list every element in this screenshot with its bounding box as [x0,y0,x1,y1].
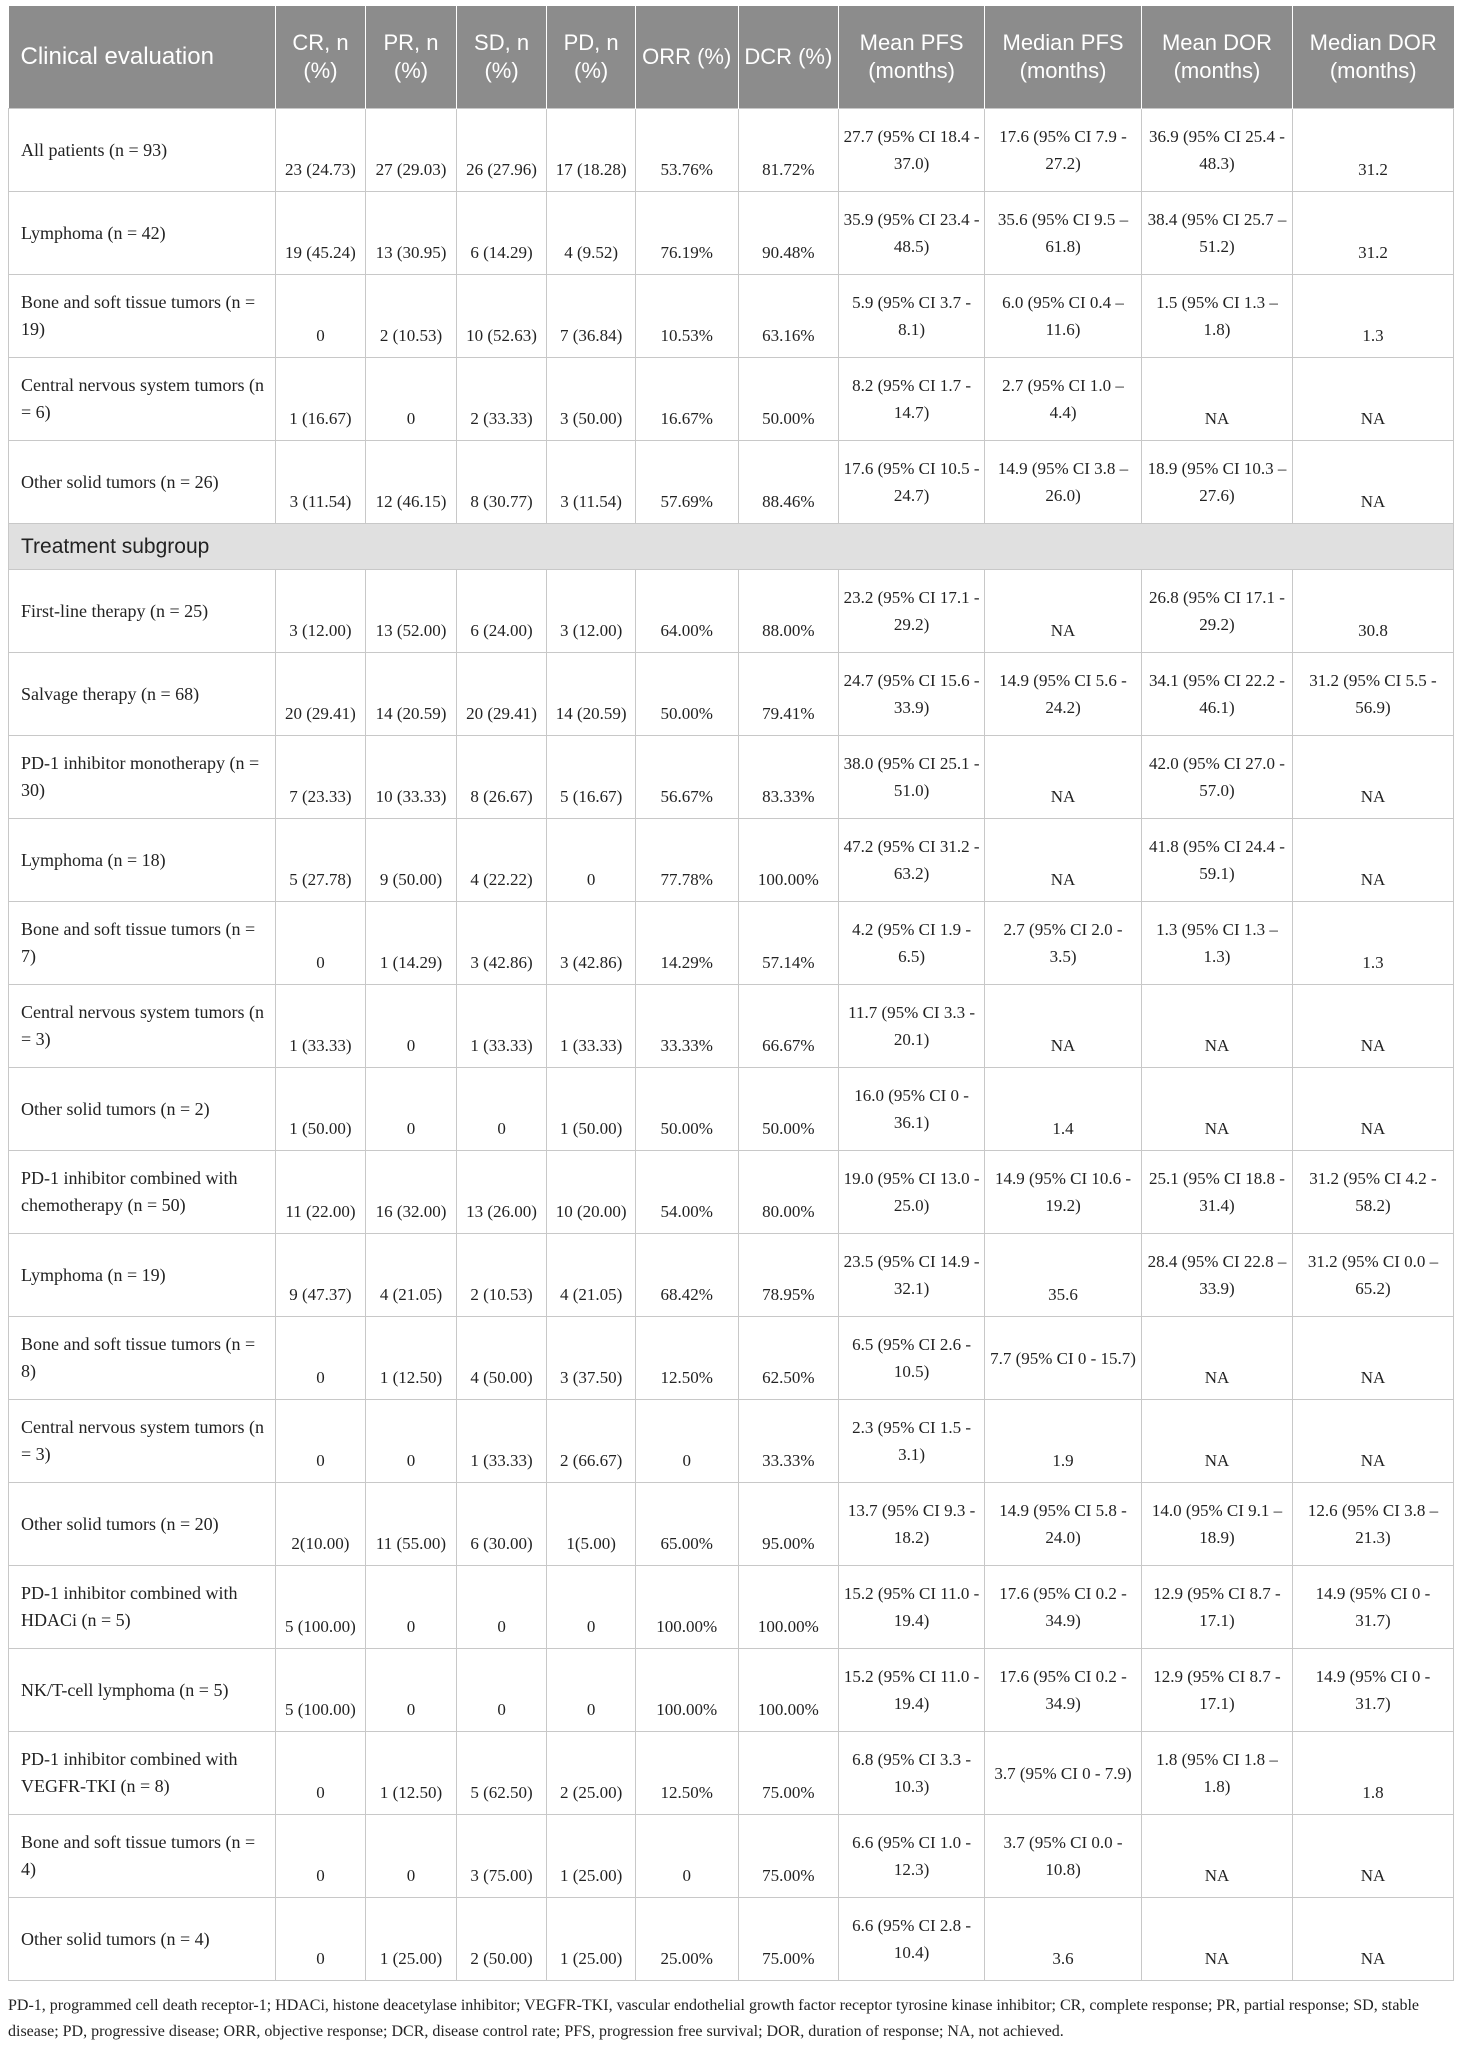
pd-cell: 4 (21.05) [547,1234,636,1317]
table-row [9,736,1454,819]
orr-cell: 33.33% [635,985,738,1068]
mean-dor-cell: 12.9 (95% CI 8.7 - 17.1) [1142,1566,1293,1649]
table-body [9,109,1454,1981]
cr-cell: 0 [275,1317,366,1400]
sd-cell: 26 (27.96) [456,109,547,192]
sd-cell: 2 (50.00) [456,1898,547,1981]
column-header: Mean PFS (months) [839,6,985,109]
mean-pfs-cell: 11.7 (95% CI 3.3 - 20.1) [839,985,985,1068]
orr-cell: 76.19% [635,192,738,275]
mean-dor-cell: 36.9 (95% CI 25.4 - 48.3) [1142,109,1293,192]
mean-dor-cell: 34.1 (95% CI 22.2 - 46.1) [1142,653,1293,736]
column-header: Clinical evaluation [9,6,276,109]
mean-dor-cell: NA [1142,1898,1293,1981]
table-row [9,819,1454,902]
pd-cell: 3 (11.54) [547,441,636,524]
orr-cell: 12.50% [635,1732,738,1815]
median-dor-cell: NA [1292,1068,1453,1151]
mean-dor-cell: NA [1142,1317,1293,1400]
dcr-cell: 75.00% [738,1898,839,1981]
column-header: PD, n (%) [547,6,636,109]
table-row [9,653,1454,736]
pd-cell: 3 (12.00) [547,570,636,653]
median-pfs-cell: 14.9 (95% CI 5.6 - 24.2) [985,653,1142,736]
pr-cell: 11 (55.00) [366,1483,457,1566]
table-row [9,1898,1454,1981]
mean-dor-cell: 1.5 (95% CI 1.3 – 1.8) [1142,275,1293,358]
median-dor-cell: 31.2 (95% CI 4.2 - 58.2) [1292,1151,1453,1234]
median-pfs-cell: 14.9 (95% CI 3.8 – 26.0) [985,441,1142,524]
dcr-cell: 90.48% [738,192,839,275]
pd-cell: 2 (25.00) [547,1732,636,1815]
cr-cell: 1 (16.67) [275,358,366,441]
pr-cell: 13 (52.00) [366,570,457,653]
median-pfs-cell: 1.4 [985,1068,1142,1151]
sd-cell: 6 (14.29) [456,192,547,275]
mean-pfs-cell: 13.7 (95% CI 9.3 - 18.2) [839,1483,985,1566]
orr-cell: 100.00% [635,1649,738,1732]
cr-cell: 1 (33.33) [275,985,366,1068]
table-row [9,1483,1454,1566]
orr-cell: 10.53% [635,275,738,358]
median-dor-cell: 12.6 (95% CI 3.8 – 21.3) [1292,1483,1453,1566]
mean-dor-cell: 38.4 (95% CI 25.7 – 51.2) [1142,192,1293,275]
orr-cell: 56.67% [635,736,738,819]
median-pfs-cell: 17.6 (95% CI 0.2 - 34.9) [985,1649,1142,1732]
pr-cell: 9 (50.00) [366,819,457,902]
pd-cell: 17 (18.28) [547,109,636,192]
mean-pfs-cell: 24.7 (95% CI 15.6 - 33.9) [839,653,985,736]
row-label: Other solid tumors (n = 20) [9,1483,276,1566]
table-row [9,441,1454,524]
cr-cell: 5 (100.00) [275,1649,366,1732]
median-pfs-cell: 3.6 [985,1898,1142,1981]
row-label: Lymphoma (n = 19) [9,1234,276,1317]
sd-cell: 0 [456,1068,547,1151]
median-pfs-cell: 35.6 [985,1234,1142,1317]
pd-cell: 3 (50.00) [547,358,636,441]
cr-cell: 11 (22.00) [275,1151,366,1234]
pr-cell: 27 (29.03) [366,109,457,192]
pd-cell: 5 (16.67) [547,736,636,819]
table-row [9,902,1454,985]
median-pfs-cell: NA [985,985,1142,1068]
mean-pfs-cell: 23.2 (95% CI 17.1 - 29.2) [839,570,985,653]
pr-cell: 10 (33.33) [366,736,457,819]
pd-cell: 1 (50.00) [547,1068,636,1151]
median-dor-cell: NA [1292,358,1453,441]
table-row [9,1234,1454,1317]
median-dor-cell: NA [1292,1317,1453,1400]
median-pfs-cell: NA [985,819,1142,902]
table-row [9,1732,1454,1815]
sd-cell: 1 (33.33) [456,1400,547,1483]
dcr-cell: 33.33% [738,1400,839,1483]
mean-dor-cell: NA [1142,985,1293,1068]
median-pfs-cell: 3.7 (95% CI 0 - 7.9) [985,1732,1142,1815]
pr-cell: 0 [366,1649,457,1732]
cr-cell: 0 [275,275,366,358]
row-label: First-line therapy (n = 25) [9,570,276,653]
table-row [9,1068,1454,1151]
row-label: Salvage therapy (n = 68) [9,653,276,736]
median-dor-cell: NA [1292,819,1453,902]
row-label: Bone and soft tissue tumors (n = 4) [9,1815,276,1898]
median-dor-cell: NA [1292,441,1453,524]
orr-cell: 25.00% [635,1898,738,1981]
orr-cell: 53.76% [635,109,738,192]
sd-cell: 13 (26.00) [456,1151,547,1234]
dcr-cell: 62.50% [738,1317,839,1400]
dcr-cell: 75.00% [738,1815,839,1898]
row-label: Bone and soft tissue tumors (n = 19) [9,275,276,358]
pd-cell: 0 [547,1566,636,1649]
orr-cell: 65.00% [635,1483,738,1566]
dcr-cell: 66.67% [738,985,839,1068]
table-container [8,6,1454,2045]
table-footnote: PD-1, programmed cell death receptor-1; HDACi, histone deacetylase inhibitor; VEGFR-TKI, vascular endothelial growth factor receptor tyrosine kinase inhibitor; CR, complete response; PR, partial response; SD, stable disease; PD, progressive disease; ORR, objective response; DCR, disease control rate; PFS, progression free survival; DOR, duration of response; NA, not achieved. [8,1997,1420,2040]
median-pfs-cell: 14.9 (95% CI 10.6 - 19.2) [985,1151,1142,1234]
median-dor-cell: 31.2 [1292,109,1453,192]
table-row [9,570,1454,653]
pd-cell: 3 (42.86) [547,902,636,985]
median-dor-cell: NA [1292,1400,1453,1483]
column-header: Median PFS (months) [985,6,1142,109]
pr-cell: 13 (30.95) [366,192,457,275]
row-label: Bone and soft tissue tumors (n = 8) [9,1317,276,1400]
mean-dor-cell: 42.0 (95% CI 27.0 - 57.0) [1142,736,1293,819]
orr-cell: 68.42% [635,1234,738,1317]
row-label: PD-1 inhibitor combined with HDACi (n = 5) [9,1566,276,1649]
mean-dor-cell: NA [1142,1400,1293,1483]
median-pfs-cell: 6.0 (95% CI 0.4 – 11.6) [985,275,1142,358]
median-dor-cell: 30.8 [1292,570,1453,653]
mean-dor-cell: NA [1142,1815,1293,1898]
cr-cell: 0 [275,1400,366,1483]
median-dor-cell: 31.2 (95% CI 0.0 – 65.2) [1292,1234,1453,1317]
mean-dor-cell: 12.9 (95% CI 8.7 - 17.1) [1142,1649,1293,1732]
dcr-cell: 50.00% [738,358,839,441]
median-pfs-cell: NA [985,736,1142,819]
pr-cell: 1 (12.50) [366,1732,457,1815]
pd-cell: 14 (20.59) [547,653,636,736]
pd-cell: 2 (66.67) [547,1400,636,1483]
sd-cell: 0 [456,1649,547,1732]
sd-cell: 6 (24.00) [456,570,547,653]
pr-cell: 0 [366,1566,457,1649]
median-pfs-cell: 7.7 (95% CI 0 - 15.7) [985,1317,1142,1400]
column-header: CR, n (%) [275,6,366,109]
median-dor-cell: 14.9 (95% CI 0 - 31.7) [1292,1649,1453,1732]
median-pfs-cell: 17.6 (95% CI 7.9 - 27.2) [985,109,1142,192]
row-label: PD-1 inhibitor monotherapy (n = 30) [9,736,276,819]
mean-pfs-cell: 6.8 (95% CI 3.3 - 10.3) [839,1732,985,1815]
orr-cell: 77.78% [635,819,738,902]
median-dor-cell: NA [1292,1898,1453,1981]
sd-cell: 8 (26.67) [456,736,547,819]
mean-dor-cell: 41.8 (95% CI 24.4 - 59.1) [1142,819,1293,902]
cr-cell: 0 [275,1815,366,1898]
orr-cell: 16.67% [635,358,738,441]
dcr-cell: 88.00% [738,570,839,653]
pr-cell: 2 (10.53) [366,275,457,358]
orr-cell: 14.29% [635,902,738,985]
dcr-cell: 78.95% [738,1234,839,1317]
dcr-cell: 95.00% [738,1483,839,1566]
pr-cell: 1 (12.50) [366,1317,457,1400]
pr-cell: 12 (46.15) [366,441,457,524]
median-dor-cell: 31.2 [1292,192,1453,275]
median-dor-cell: 1.3 [1292,902,1453,985]
pd-cell: 0 [547,819,636,902]
cr-cell: 5 (100.00) [275,1566,366,1649]
table-row [9,1317,1454,1400]
row-label: Other solid tumors (n = 2) [9,1068,276,1151]
median-dor-cell: 1.8 [1292,1732,1453,1815]
pd-cell: 3 (37.50) [547,1317,636,1400]
orr-cell: 57.69% [635,441,738,524]
median-pfs-cell: 3.7 (95% CI 0.0 - 10.8) [985,1815,1142,1898]
mean-pfs-cell: 2.3 (95% CI 1.5 - 3.1) [839,1400,985,1483]
dcr-cell: 80.00% [738,1151,839,1234]
pd-cell: 7 (36.84) [547,275,636,358]
cr-cell: 3 (12.00) [275,570,366,653]
mean-pfs-cell: 6.6 (95% CI 2.8 - 10.4) [839,1898,985,1981]
sd-cell: 4 (50.00) [456,1317,547,1400]
pr-cell: 16 (32.00) [366,1151,457,1234]
dcr-cell: 81.72% [738,109,839,192]
section-header-row [9,524,1454,570]
pr-cell: 0 [366,358,457,441]
section-title: Treatment subgroup [9,524,1454,570]
mean-pfs-cell: 4.2 (95% CI 1.9 - 6.5) [839,902,985,985]
column-header: DCR (%) [738,6,839,109]
orr-cell: 64.00% [635,570,738,653]
mean-pfs-cell: 23.5 (95% CI 14.9 - 32.1) [839,1234,985,1317]
column-header: Mean DOR (months) [1142,6,1293,109]
table-row [9,1815,1454,1898]
column-header: PR, n (%) [366,6,457,109]
mean-dor-cell: 26.8 (95% CI 17.1 - 29.2) [1142,570,1293,653]
median-pfs-cell: 1.9 [985,1400,1142,1483]
mean-pfs-cell: 35.9 (95% CI 23.4 - 48.5) [839,192,985,275]
median-dor-cell: NA [1292,1815,1453,1898]
row-label: PD-1 inhibitor combined with chemotherapy (n = 50) [9,1151,276,1234]
pd-cell: 1 (33.33) [547,985,636,1068]
mean-pfs-cell: 5.9 (95% CI 3.7 - 8.1) [839,275,985,358]
median-pfs-cell: 17.6 (95% CI 0.2 - 34.9) [985,1566,1142,1649]
cr-cell: 23 (24.73) [275,109,366,192]
median-pfs-cell: 2.7 (95% CI 2.0 - 3.5) [985,902,1142,985]
mean-pfs-cell: 15.2 (95% CI 11.0 - 19.4) [839,1566,985,1649]
median-pfs-cell: 14.9 (95% CI 5.8 - 24.0) [985,1483,1142,1566]
sd-cell: 6 (30.00) [456,1483,547,1566]
orr-cell: 12.50% [635,1317,738,1400]
pr-cell: 0 [366,1815,457,1898]
orr-cell: 100.00% [635,1566,738,1649]
pr-cell: 0 [366,985,457,1068]
table-row [9,358,1454,441]
row-label: Central nervous system tumors (n = 6) [9,358,276,441]
orr-cell: 54.00% [635,1151,738,1234]
row-label: Other solid tumors (n = 26) [9,441,276,524]
row-label: Lymphoma (n = 18) [9,819,276,902]
mean-pfs-cell: 27.7 (95% CI 18.4 - 37.0) [839,109,985,192]
row-label: Other solid tumors (n = 4) [9,1898,276,1981]
orr-cell: 50.00% [635,1068,738,1151]
column-header: ORR (%) [635,6,738,109]
sd-cell: 2 (10.53) [456,1234,547,1317]
column-header: Median DOR (months) [1292,6,1453,109]
cr-cell: 2(10.00) [275,1483,366,1566]
mean-dor-cell: NA [1142,1068,1293,1151]
sd-cell: 20 (29.41) [456,653,547,736]
table-row [9,985,1454,1068]
mean-pfs-cell: 17.6 (95% CI 10.5 - 24.7) [839,441,985,524]
sd-cell: 3 (42.86) [456,902,547,985]
table-row [9,1649,1454,1732]
median-dor-cell: NA [1292,736,1453,819]
pd-cell: 0 [547,1649,636,1732]
pr-cell: 0 [366,1400,457,1483]
cr-cell: 7 (23.33) [275,736,366,819]
mean-dor-cell: 14.0 (95% CI 9.1 – 18.9) [1142,1483,1293,1566]
mean-dor-cell: NA [1142,358,1293,441]
sd-cell: 10 (52.63) [456,275,547,358]
cr-cell: 3 (11.54) [275,441,366,524]
orr-cell: 50.00% [635,653,738,736]
mean-pfs-cell: 6.5 (95% CI 2.6 - 10.5) [839,1317,985,1400]
pd-cell: 4 (9.52) [547,192,636,275]
dcr-cell: 88.46% [738,441,839,524]
mean-pfs-cell: 47.2 (95% CI 31.2 - 63.2) [839,819,985,902]
mean-dor-cell: 25.1 (95% CI 18.8 - 31.4) [1142,1151,1293,1234]
table-row [9,1151,1454,1234]
pr-cell: 0 [366,1068,457,1151]
median-pfs-cell: 2.7 (95% CI 1.0 – 4.4) [985,358,1142,441]
table-row [9,192,1454,275]
table-row [9,109,1454,192]
cr-cell: 20 (29.41) [275,653,366,736]
dcr-cell: 63.16% [738,275,839,358]
median-dor-cell: NA [1292,985,1453,1068]
row-label: All patients (n = 93) [9,109,276,192]
row-label: Bone and soft tissue tumors (n = 7) [9,902,276,985]
median-dor-cell: 1.3 [1292,275,1453,358]
column-header: SD, n (%) [456,6,547,109]
cr-cell: 1 (50.00) [275,1068,366,1151]
dcr-cell: 83.33% [738,736,839,819]
orr-cell: 0 [635,1815,738,1898]
sd-cell: 8 (30.77) [456,441,547,524]
cr-cell: 0 [275,1898,366,1981]
dcr-cell: 100.00% [738,1649,839,1732]
median-dor-cell: 31.2 (95% CI 5.5 - 56.9) [1292,653,1453,736]
dcr-cell: 57.14% [738,902,839,985]
pd-cell: 10 (20.00) [547,1151,636,1234]
mean-dor-cell: 28.4 (95% CI 22.8 – 33.9) [1142,1234,1293,1317]
orr-cell: 0 [635,1400,738,1483]
cr-cell: 0 [275,902,366,985]
dcr-cell: 50.00% [738,1068,839,1151]
median-pfs-cell: NA [985,570,1142,653]
median-pfs-cell: 35.6 (95% CI 9.5 – 61.8) [985,192,1142,275]
clinical-evaluation-table [8,6,1454,1981]
sd-cell: 0 [456,1566,547,1649]
sd-cell: 5 (62.50) [456,1732,547,1815]
sd-cell: 4 (22.22) [456,819,547,902]
pd-cell: 1 (25.00) [547,1815,636,1898]
sd-cell: 1 (33.33) [456,985,547,1068]
sd-cell: 2 (33.33) [456,358,547,441]
row-label: Lymphoma (n = 42) [9,192,276,275]
row-label: PD-1 inhibitor combined with VEGFR-TKI (n = 8) [9,1732,276,1815]
cr-cell: 19 (45.24) [275,192,366,275]
table-row [9,1400,1454,1483]
dcr-cell: 100.00% [738,1566,839,1649]
mean-pfs-cell: 16.0 (95% CI 0 - 36.1) [839,1068,985,1151]
header-row [9,6,1454,109]
dcr-cell: 75.00% [738,1732,839,1815]
cr-cell: 9 (47.37) [275,1234,366,1317]
mean-pfs-cell: 19.0 (95% CI 13.0 - 25.0) [839,1151,985,1234]
pd-cell: 1(5.00) [547,1483,636,1566]
mean-pfs-cell: 38.0 (95% CI 25.1 - 51.0) [839,736,985,819]
median-dor-cell: 14.9 (95% CI 0 - 31.7) [1292,1566,1453,1649]
mean-pfs-cell: 6.6 (95% CI 1.0 - 12.3) [839,1815,985,1898]
cr-cell: 5 (27.78) [275,819,366,902]
row-label: NK/T-cell lymphoma (n = 5) [9,1649,276,1732]
row-label: Central nervous system tumors (n = 3) [9,985,276,1068]
dcr-cell: 79.41% [738,653,839,736]
dcr-cell: 100.00% [738,819,839,902]
mean-dor-cell: 1.8 (95% CI 1.8 – 1.8) [1142,1732,1293,1815]
mean-pfs-cell: 8.2 (95% CI 1.7 - 14.7) [839,358,985,441]
mean-pfs-cell: 15.2 (95% CI 11.0 - 19.4) [839,1649,985,1732]
pr-cell: 1 (25.00) [366,1898,457,1981]
pd-cell: 1 (25.00) [547,1898,636,1981]
row-label: Central nervous system tumors (n = 3) [9,1400,276,1483]
mean-dor-cell: 1.3 (95% CI 1.3 – 1.3) [1142,902,1293,985]
pr-cell: 1 (14.29) [366,902,457,985]
table-row [9,1566,1454,1649]
pr-cell: 4 (21.05) [366,1234,457,1317]
sd-cell: 3 (75.00) [456,1815,547,1898]
pr-cell: 14 (20.59) [366,653,457,736]
table-row [9,275,1454,358]
mean-dor-cell: 18.9 (95% CI 10.3 – 27.6) [1142,441,1293,524]
cr-cell: 0 [275,1732,366,1815]
